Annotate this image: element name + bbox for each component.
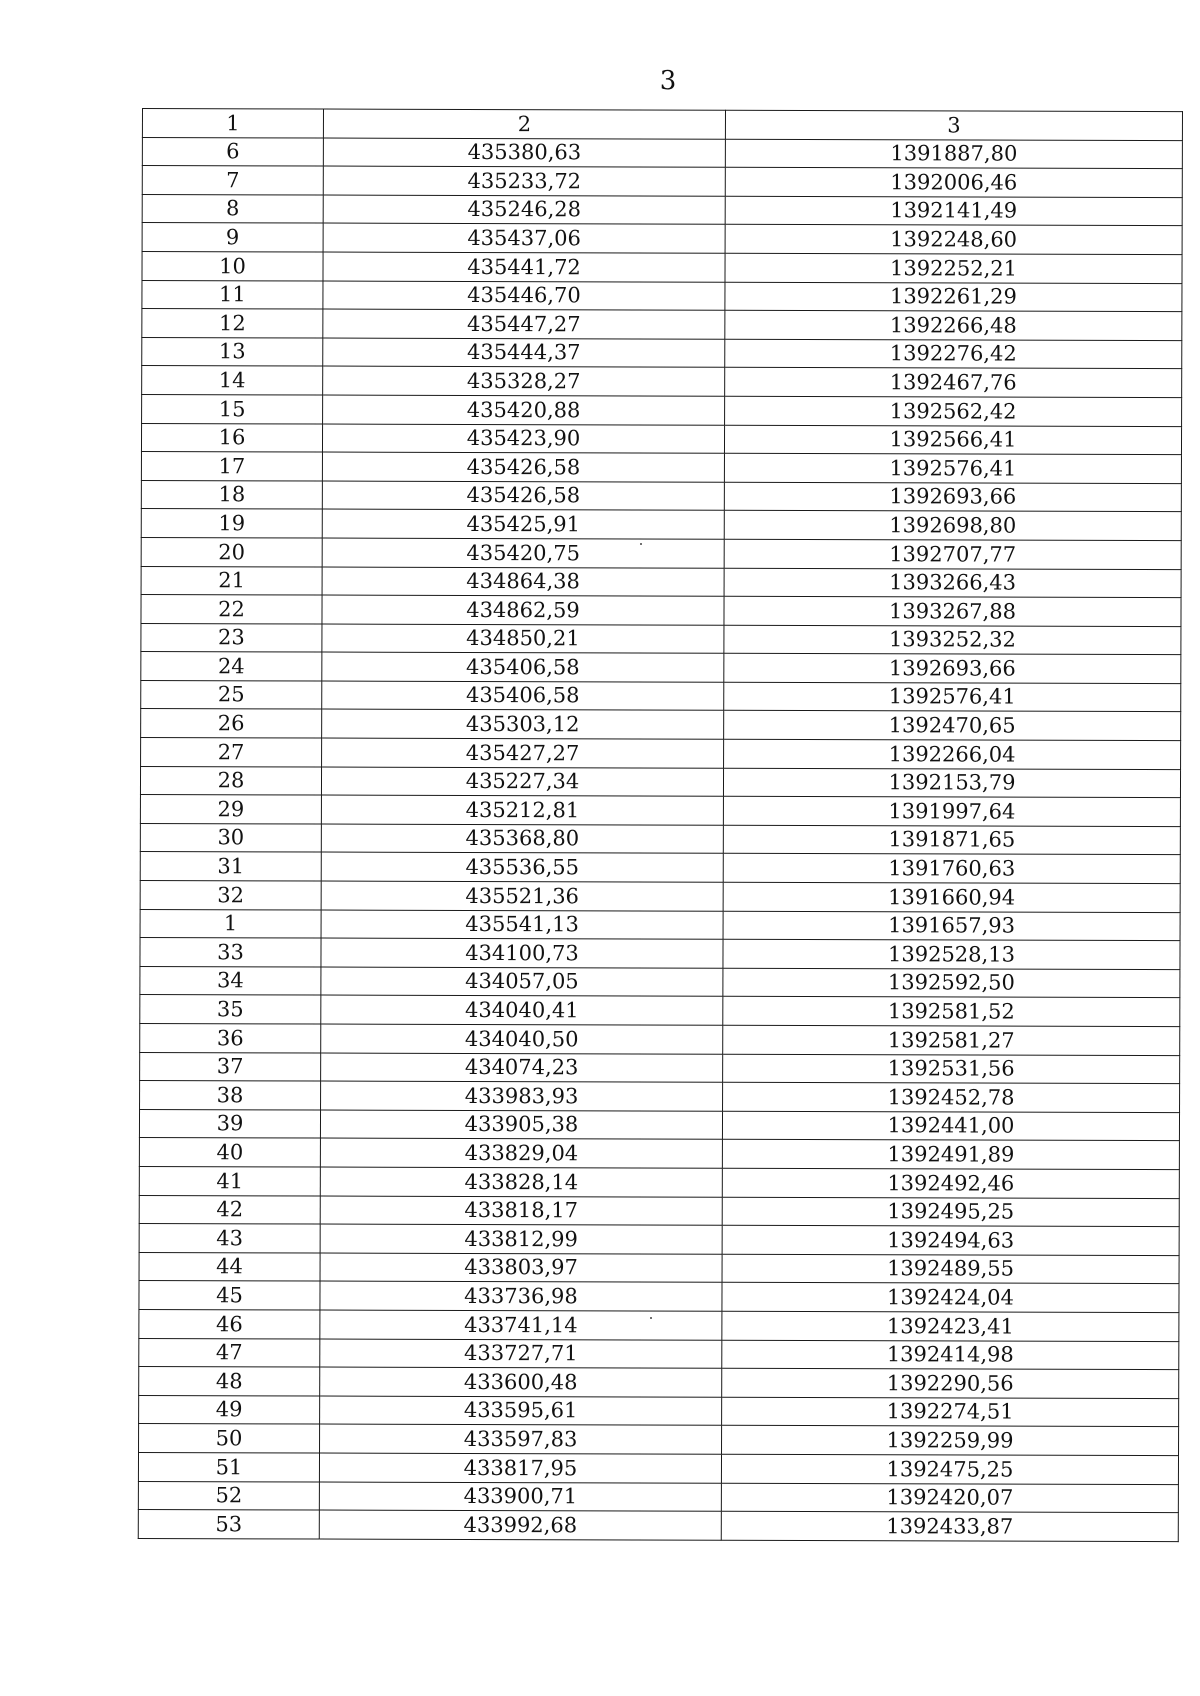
coordinate-x-cell: 434057,05: [321, 967, 723, 997]
coordinate-y-cell: 1392423,41: [722, 1311, 1179, 1341]
coordinate-y-cell: 1392141,49: [725, 196, 1182, 226]
point-number-cell: 7: [142, 166, 323, 195]
table-row: [141, 623, 1181, 655]
table-row: [141, 680, 1181, 712]
coordinate-y-cell: 1393266,43: [724, 568, 1181, 598]
coordinate-y-cell: 1392495,25: [722, 1197, 1179, 1227]
point-number-cell: 11: [142, 280, 323, 309]
table-row: [139, 1195, 1179, 1227]
table-row: [142, 394, 1182, 426]
coordinate-y-cell: 1392592,50: [723, 968, 1180, 998]
coordinate-y-cell: 1392475,25: [721, 1454, 1178, 1484]
point-number-cell: 13: [142, 337, 323, 366]
coordinate-y-cell: 1392491,89: [722, 1140, 1179, 1170]
table-row: [138, 1481, 1178, 1513]
table-row: [141, 566, 1181, 598]
coordinate-x-cell: 433905,38: [320, 1110, 722, 1140]
point-number-cell: 42: [139, 1195, 320, 1224]
table-row: [139, 1166, 1179, 1198]
scan-speck: [640, 543, 642, 545]
coordinate-x-cell: 433828,14: [320, 1167, 722, 1197]
point-number-cell: 36: [140, 1023, 321, 1052]
coordinate-y-cell: 1392274,51: [722, 1397, 1179, 1427]
coordinate-y-cell: 1392467,76: [725, 368, 1182, 398]
table-row: [141, 595, 1181, 627]
table-row: [141, 423, 1181, 455]
coordinate-x-cell: 435406,58: [322, 681, 724, 711]
coordinate-x-cell: 435447,27: [323, 309, 725, 339]
coordinate-x-cell: 433812,99: [320, 1224, 722, 1254]
table-row: [142, 166, 1182, 198]
header-row: [142, 109, 1182, 141]
point-number-cell: 10: [142, 251, 323, 280]
table-row: [140, 795, 1180, 827]
table-row: [141, 709, 1181, 741]
point-number-cell: 40: [139, 1138, 320, 1167]
coordinate-x-cell: 435420,88: [323, 395, 725, 425]
table-row: [140, 766, 1180, 798]
coordinate-x-cell: 435446,70: [323, 281, 725, 311]
point-number-cell: 28: [140, 766, 321, 795]
table-row: [142, 251, 1182, 283]
coordinate-x-cell: 433900,71: [319, 1482, 721, 1512]
coordinate-x-cell: 433817,95: [319, 1453, 721, 1483]
point-number-cell: 33: [140, 938, 321, 967]
point-number-cell: 19: [141, 509, 322, 538]
coordinate-x-cell: 435406,58: [322, 652, 724, 682]
coordinate-x-cell: 435444,37: [323, 338, 725, 368]
coordinate-x-cell: 435425,91: [322, 509, 724, 539]
point-number-cell: 51: [138, 1452, 319, 1481]
table-row: [140, 995, 1180, 1027]
table-row: [142, 223, 1182, 255]
coordinate-x-cell: 433727,71: [320, 1339, 722, 1369]
coordinates-table: [138, 108, 1183, 1542]
point-number-cell: 23: [141, 623, 322, 652]
coordinate-y-cell: 1392441,00: [722, 1111, 1179, 1141]
coordinate-y-cell: 1392470,65: [724, 711, 1181, 741]
table-row: [139, 1367, 1179, 1399]
coordinate-y-cell: 1392252,21: [725, 253, 1182, 283]
point-number-cell: 37: [140, 1052, 321, 1081]
point-number-cell: 47: [139, 1338, 320, 1367]
coordinate-y-cell: 1392531,56: [723, 1054, 1180, 1084]
point-number-cell: 35: [140, 995, 321, 1024]
coordinate-x-cell: 434040,41: [321, 995, 723, 1025]
table-row: [142, 309, 1182, 341]
coordinate-x-cell: 435420,75: [322, 538, 724, 568]
table-row: [140, 1023, 1180, 1055]
scan-speck: [650, 1317, 652, 1319]
point-number-cell: 22: [141, 595, 322, 624]
point-number-cell: 27: [141, 738, 322, 767]
point-number-cell: 53: [138, 1510, 319, 1539]
coordinate-y-cell: 1392424,04: [722, 1283, 1179, 1313]
coordinate-y-cell: 1392259,99: [722, 1426, 1179, 1456]
point-number-cell: 17: [141, 452, 322, 481]
table-row: [138, 1452, 1178, 1484]
header-cell-col2: 2: [323, 109, 725, 139]
table-row: [140, 1081, 1180, 1113]
table-row: [141, 738, 1181, 770]
coordinate-x-cell: 434864,38: [322, 567, 724, 597]
coordinate-y-cell: 1392414,98: [722, 1340, 1179, 1370]
table-row: [142, 337, 1182, 369]
coordinate-y-cell: 1392489,55: [722, 1254, 1179, 1284]
coordinate-x-cell: 435303,12: [322, 710, 724, 740]
table-row: [142, 366, 1182, 398]
point-number-cell: 29: [140, 795, 321, 824]
point-number-cell: 15: [142, 394, 323, 423]
coordinate-y-cell: 1392693,66: [724, 654, 1181, 684]
coordinate-x-cell: 433595,61: [320, 1396, 722, 1426]
page-number: 3: [659, 66, 677, 96]
point-number-cell: 30: [140, 823, 321, 852]
coordinate-y-cell: 1392576,41: [724, 682, 1181, 712]
coordinate-y-cell: 1393252,32: [724, 625, 1181, 655]
table-row: [140, 909, 1180, 941]
coordinate-y-cell: 1391657,93: [723, 911, 1180, 941]
table-row: [140, 1052, 1180, 1084]
coordinate-x-cell: 433600,48: [320, 1367, 722, 1397]
table-row: [139, 1309, 1179, 1341]
coordinate-x-cell: 435368,80: [321, 824, 723, 854]
coordinate-y-cell: 1392261,29: [725, 282, 1182, 312]
table-body: [138, 109, 1182, 1542]
coordinate-x-cell: 435521,36: [321, 881, 723, 911]
coordinate-y-cell: 1391660,94: [723, 882, 1180, 912]
point-number-cell: 14: [142, 366, 323, 395]
coordinate-y-cell: 1392581,52: [723, 997, 1180, 1027]
point-number-cell: 46: [139, 1309, 320, 1338]
table-row: [141, 509, 1181, 541]
table-row: [140, 966, 1180, 998]
coordinate-x-cell: 434850,21: [322, 624, 724, 654]
coordinate-y-cell: 1392248,60: [725, 225, 1182, 255]
table-row: [139, 1395, 1179, 1427]
coordinate-x-cell: 433818,17: [320, 1196, 722, 1226]
coordinate-x-cell: 435423,90: [322, 424, 724, 454]
table-row: [141, 480, 1181, 512]
table-row: [139, 1224, 1179, 1256]
point-number-cell: 24: [141, 652, 322, 681]
coordinate-y-cell: 1392693,66: [724, 482, 1181, 512]
table-row: [139, 1138, 1179, 1170]
table-row: [140, 881, 1180, 913]
coordinate-y-cell: 1391760,63: [723, 854, 1180, 884]
coordinate-x-cell: 433597,83: [320, 1424, 722, 1454]
coordinate-x-cell: 435426,58: [322, 452, 724, 482]
coordinate-y-cell: 1392576,41: [724, 453, 1181, 483]
coordinate-x-cell: 435246,28: [323, 195, 725, 225]
point-number-cell: 6: [142, 137, 323, 166]
coordinate-y-cell: 1393267,88: [724, 596, 1181, 626]
point-number-cell: 31: [140, 852, 321, 881]
table-row: [138, 1510, 1178, 1542]
table-row: [141, 652, 1181, 684]
header-cell-col3: 3: [725, 110, 1182, 140]
coordinate-y-cell: 1392528,13: [723, 939, 1180, 969]
coordinate-y-cell: 1392266,04: [724, 739, 1181, 769]
table-row: [142, 194, 1182, 226]
point-number-cell: 48: [139, 1367, 320, 1396]
table-row: [142, 137, 1182, 169]
point-number-cell: 25: [141, 680, 322, 709]
coordinate-y-cell: 1392581,27: [723, 1025, 1180, 1055]
header-cell-col1: 1: [142, 109, 323, 138]
table-row: [140, 823, 1180, 855]
point-number-cell: 16: [141, 423, 322, 452]
coordinate-x-cell: 433736,98: [320, 1281, 722, 1311]
point-number-cell: 18: [141, 480, 322, 509]
point-number-cell: 39: [139, 1109, 320, 1138]
coordinate-x-cell: 434040,50: [321, 1024, 723, 1054]
point-number-cell: 9: [142, 223, 323, 252]
table-row: [140, 852, 1180, 884]
coordinate-y-cell: 1392006,46: [725, 167, 1182, 197]
coordinate-x-cell: 435380,63: [323, 138, 725, 168]
point-number-cell: 26: [141, 709, 322, 738]
table-row: [139, 1281, 1179, 1313]
coordinate-x-cell: 435441,72: [323, 252, 725, 282]
table-row: [139, 1424, 1179, 1456]
table-row: [141, 537, 1181, 569]
point-number-cell: 49: [139, 1395, 320, 1424]
point-number-cell: 41: [139, 1166, 320, 1195]
coordinate-x-cell: 434074,23: [321, 1053, 723, 1083]
coordinate-y-cell: 1391997,64: [723, 796, 1180, 826]
table-row: [139, 1109, 1179, 1141]
coordinate-x-cell: 433983,93: [321, 1081, 723, 1111]
coordinate-y-cell: 1392698,80: [724, 511, 1181, 541]
table-row: [139, 1338, 1179, 1370]
coordinate-y-cell: 1392433,87: [721, 1511, 1178, 1541]
coordinate-y-cell: 1392494,63: [722, 1225, 1179, 1255]
coordinate-x-cell: 435212,81: [321, 795, 723, 825]
coordinate-y-cell: 1392492,46: [722, 1168, 1179, 1198]
coordinate-y-cell: 1392566,41: [724, 425, 1181, 455]
point-number-cell: 20: [141, 537, 322, 566]
point-number-cell: 12: [142, 309, 323, 338]
coordinate-x-cell: 434100,73: [321, 938, 723, 968]
table-row: [141, 452, 1181, 484]
point-number-cell: 52: [138, 1481, 319, 1510]
point-number-cell: 21: [141, 566, 322, 595]
coordinate-x-cell: 433992,68: [319, 1510, 721, 1540]
point-number-cell: 34: [140, 966, 321, 995]
table-row: [140, 938, 1180, 970]
point-number-cell: 1: [140, 909, 321, 938]
coordinate-y-cell: 1392452,78: [723, 1082, 1180, 1112]
point-number-cell: 43: [139, 1224, 320, 1253]
point-number-cell: 44: [139, 1252, 320, 1281]
coordinate-y-cell: 1392420,07: [721, 1483, 1178, 1513]
coordinate-x-cell: 435328,27: [323, 366, 725, 396]
coordinate-x-cell: 433741,14: [320, 1310, 722, 1340]
coordinate-y-cell: 1391871,65: [723, 825, 1180, 855]
coordinate-x-cell: 433803,97: [320, 1253, 722, 1283]
table-row: [139, 1252, 1179, 1284]
coordinate-x-cell: 435536,55: [321, 852, 723, 882]
coordinate-y-cell: 1392562,42: [725, 396, 1182, 426]
coordinate-y-cell: 1391887,80: [725, 139, 1182, 169]
point-number-cell: 38: [140, 1081, 321, 1110]
coordinate-y-cell: 1392276,42: [725, 339, 1182, 369]
coordinate-x-cell: 435541,13: [321, 910, 723, 940]
coordinate-x-cell: 435426,58: [322, 481, 724, 511]
point-number-cell: 50: [139, 1424, 320, 1453]
point-number-cell: 32: [140, 881, 321, 910]
table-row: [142, 280, 1182, 312]
point-number-cell: 8: [142, 194, 323, 223]
coordinate-x-cell: 435233,72: [323, 166, 725, 196]
coordinate-x-cell: 435227,34: [321, 767, 723, 797]
coordinate-y-cell: 1392707,77: [724, 539, 1181, 569]
coordinate-y-cell: 1392266,48: [725, 310, 1182, 340]
coordinate-x-cell: 433829,04: [320, 1138, 722, 1168]
point-number-cell: 45: [139, 1281, 320, 1310]
coordinate-x-cell: 435427,27: [322, 738, 724, 768]
coordinate-y-cell: 1392290,56: [722, 1368, 1179, 1398]
coordinate-x-cell: 434862,59: [322, 595, 724, 625]
coordinate-x-cell: 435437,06: [323, 223, 725, 253]
coordinate-y-cell: 1392153,79: [723, 768, 1180, 798]
